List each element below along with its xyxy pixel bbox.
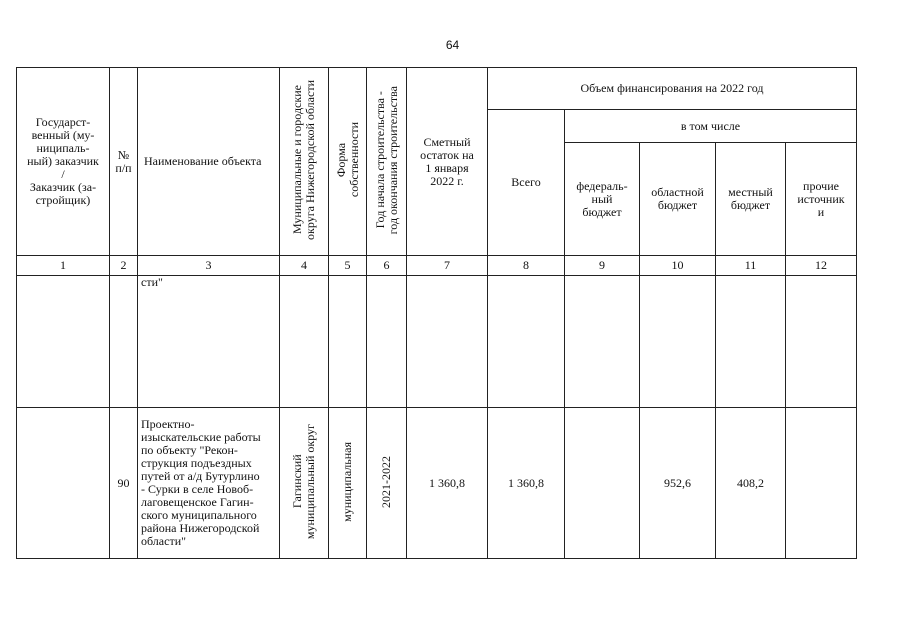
column-number: 8 <box>488 256 565 276</box>
cell-local <box>716 276 786 408</box>
cell-federal <box>565 276 640 408</box>
cell-object-name: сти" <box>138 276 280 408</box>
column-number: 6 <box>367 256 407 276</box>
column-number: 3 <box>138 256 280 276</box>
header-years: Год начала строительства - год окончания строительства <box>367 68 407 256</box>
financing-table <box>16 67 857 559</box>
cell-ownership: муниципальная <box>329 408 367 559</box>
column-number: 9 <box>565 256 640 276</box>
column-number: 10 <box>640 256 716 276</box>
cell-num <box>110 276 138 408</box>
cell-other <box>786 276 857 408</box>
header-ownership: Форма собственности <box>329 68 367 256</box>
header-object-name: Наименование объекта <box>138 68 280 256</box>
cell-object-name: Проектно- изыскательские работы по объекту "Рекон- струкция подъездных путей от а/д Бутурлино - Сурки в селе Новоб- лаговещенское Гагин- ского муниципального района Нижегородской области" <box>138 408 280 559</box>
column-number: 4 <box>280 256 329 276</box>
cell-local: 408,2 <box>716 408 786 559</box>
header-federal: федераль- ный бюджет <box>565 143 640 256</box>
cell-ownership <box>329 276 367 408</box>
cell-years <box>367 276 407 408</box>
header-other: прочие источник и <box>786 143 857 256</box>
column-number: 12 <box>786 256 857 276</box>
cell-regional <box>640 276 716 408</box>
header-including: в том числе <box>565 110 857 143</box>
header-customer: Государст- венный (му- ниципаль- ный) заказчик / Заказчик (за- стройщик) <box>17 68 110 256</box>
column-numbers-row <box>17 256 857 276</box>
cell-regional: 952,6 <box>640 408 716 559</box>
cell-customer <box>17 408 110 559</box>
column-number: 5 <box>329 256 367 276</box>
header-regional: областной бюджет <box>640 143 716 256</box>
cell-customer <box>17 276 110 408</box>
cell-total <box>488 276 565 408</box>
column-number: 1 <box>17 256 110 276</box>
header-num: № п/п <box>110 68 138 256</box>
header-municipality: Муниципальные и городские округа Нижегородской области <box>280 68 329 256</box>
column-number: 11 <box>716 256 786 276</box>
column-number: 7 <box>407 256 488 276</box>
table-row <box>17 276 857 408</box>
column-number: 2 <box>110 256 138 276</box>
cell-total: 1 360,8 <box>488 408 565 559</box>
header-financing-title: Объем финансирования на 2022 год <box>488 68 857 110</box>
cell-municipality: Гагинский муниципальный округ <box>280 408 329 559</box>
page-number: 64 <box>445 38 460 52</box>
header-total: Всего <box>488 110 565 256</box>
cell-years: 2021-2022 <box>367 408 407 559</box>
cell-num: 90 <box>110 408 138 559</box>
table-row <box>17 408 857 559</box>
cell-estimated-balance <box>407 276 488 408</box>
cell-municipality <box>280 276 329 408</box>
header-local: местный бюджет <box>716 143 786 256</box>
header-estimated-balance: Сметный остаток на 1 января 2022 г. <box>407 68 488 256</box>
cell-other <box>786 408 857 559</box>
cell-federal <box>565 408 640 559</box>
cell-estimated-balance: 1 360,8 <box>407 408 488 559</box>
